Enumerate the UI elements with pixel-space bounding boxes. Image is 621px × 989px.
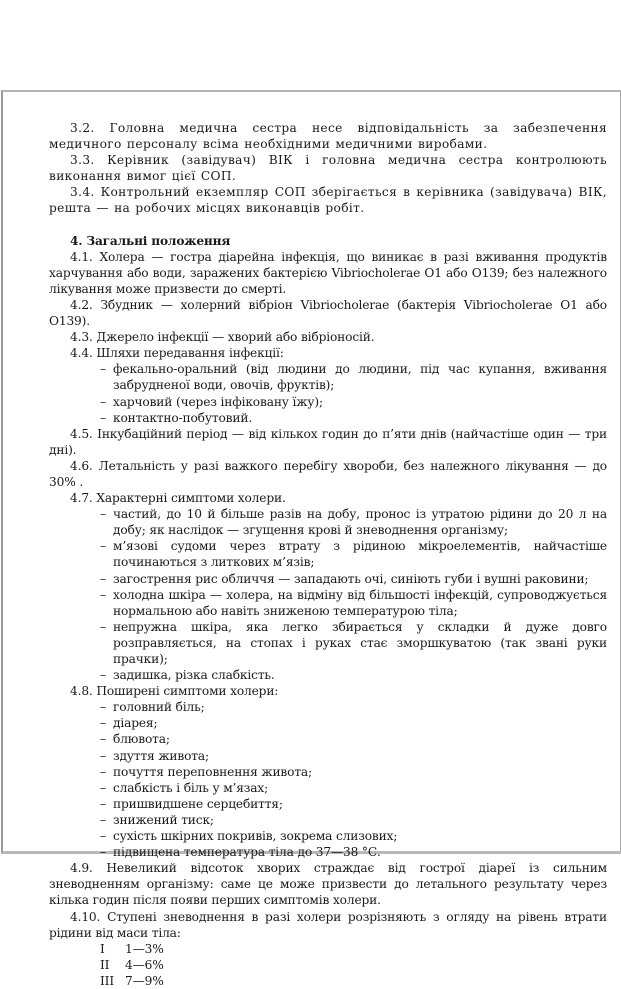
degree-label: II (100, 957, 110, 972)
list-item: – фекально-оральний (від людини до людини, під час купання, вживання забрудненої води, овочів, фруктів); (100, 362, 607, 393)
degree-range: 1—3% (125, 941, 164, 956)
paragraph-text: Головна медична сестра несе відповідальність за забезпечення медичного персоналу всіма необхідними медичними виробами. (49, 121, 607, 152)
list-item: – почуття переповнення живота; (100, 764, 313, 779)
transmission-routes-list (49, 361, 607, 425)
list-item: – задишка, різка слабкість. (100, 668, 275, 683)
paragraph-3-2 (49, 120, 607, 152)
list-item: – м’язові судоми через втрату з рідиною мікроелементів, найчастіше починаються з литкових м’язів; (100, 539, 607, 570)
common-symptoms-list (49, 699, 607, 860)
dehydration-degree-row (49, 941, 607, 957)
paragraph-4-2: 4.2. Збудник — холерний вібріон Vibriocholerae (бактерія Vibriocholerae O1 або O139). (49, 297, 607, 329)
paragraph-text: Контрольний екземпляр СОП зберігається в керівника (завідувача) ВІК, решта — на робочих місцях виконавців робіт. (49, 185, 607, 216)
list-dash: – (100, 829, 106, 844)
list-item: – холодна шкіра — холера, на відміну від більшості інфекцій, супроводжується нормальною або навіть зниженою температурою тіла; (100, 587, 607, 618)
degree-range: 7—9% (125, 973, 164, 988)
list-dash: – (100, 732, 106, 747)
list-item: – харчовий (через інфіковану їжу); (100, 394, 323, 409)
paragraph-3-3 (49, 152, 607, 184)
paragraph-4-3: 4.3. Джерело інфекції — хворий або вібріоносій. (70, 330, 375, 345)
list-item: – слабкість і біль у м’язах; (100, 780, 269, 795)
list-item: – підвищена температура тіла до 37—38 °С. (100, 845, 381, 860)
list-dash: – (100, 410, 106, 425)
list-item: – головний біль; (100, 700, 205, 715)
paragraph-4-4: 4.4. Шляхи передавання інфекції: (70, 346, 284, 361)
list-item: – загострення рис обличчя — западають очі, синіють губи і вушні раковини; (100, 571, 589, 586)
list-dash: – (100, 394, 106, 409)
list-item: – здуття живота; (100, 748, 209, 763)
list-dash: – (100, 845, 106, 860)
list-dash: – (100, 716, 106, 731)
list-dash: – (100, 507, 106, 522)
list-item: – частий, до 10 й більше разів на добу, пронос із утратою рідини до 20 л на добу; як наслідок — згущення крові й зневоднення організму; (100, 507, 607, 538)
paragraph-number: 3.3. (70, 153, 95, 168)
list-dash: – (100, 700, 106, 715)
paragraph-4-8: 4.8. Поширені симптоми холери: (70, 684, 279, 699)
list-dash: – (100, 571, 106, 586)
paragraph-number: 3.4. (70, 185, 95, 200)
list-dash: – (100, 780, 106, 795)
characteristic-symptoms-list (49, 506, 607, 683)
list-dash: – (100, 764, 106, 779)
list-item: – контактно-побутовий. (100, 410, 253, 425)
paragraph-text: Керівник (завідувач) ВІК і головна медична сестра контролюють виконання вимог цієї СОП. (49, 153, 607, 184)
dehydration-degrees-list (49, 941, 607, 989)
paragraph-number: 3.2. (70, 121, 95, 135)
paragraph-4-5: 4.5. Інкубаційний період — від кількох годин до п’яти днів (найчастіше один — три дні). (49, 426, 607, 457)
paragraph-4-7: 4.7. Характерні симптоми холери. (70, 491, 286, 506)
degree-range: 4—6% (125, 957, 164, 972)
section-gap (49, 217, 607, 233)
paragraph-4-10: 4.10. Ступені зневоднення в разі холери розрізняють з огляду на рівень втрати рідини від маси тіла: (49, 909, 607, 940)
dehydration-degree-row (49, 957, 607, 973)
paragraph-4-6: 4.6. Летальність у разі важкого перебігу хвороби, без належного лікування — до 30% . (49, 458, 607, 489)
list-dash: – (100, 812, 106, 827)
list-item: – пришвидшене серцебиття; (100, 796, 283, 811)
paragraph-4-1: 4.1. Холера — гостра діарейна інфекція, що виникає в разі вживання продуктів харчування або води, заражених бактерією Vibriocholerae O1 або O139; без належного лікування може призвести до смерті. (49, 249, 607, 296)
dehydration-degree-row (49, 973, 607, 989)
list-dash: – (100, 796, 106, 811)
list-dash: – (100, 668, 106, 683)
paragraph-3-4 (49, 184, 607, 216)
list-dash: – (100, 748, 106, 763)
list-dash: – (100, 619, 106, 634)
paragraph-4-9: 4.9. Невеликий відсоток хворих страждає від гострої діареї із сильним зневодненням організму: саме це може призвести до летального результату через кілька годин після появи перших симптомів холери. (49, 861, 607, 908)
degree-label: III (100, 973, 114, 988)
list-dash: – (100, 587, 106, 602)
list-item: – знижений тиск; (100, 812, 214, 827)
degree-label: I (100, 941, 105, 956)
list-item: – діарея; (100, 716, 158, 731)
list-item: – блювота; (100, 732, 170, 747)
section-heading: 4. Загальні положення (70, 233, 231, 248)
document-body (49, 120, 607, 989)
list-item: – сухість шкірних покривів, зокрема слизових; (100, 829, 398, 844)
list-dash: – (100, 362, 106, 377)
list-dash: – (100, 539, 106, 554)
list-item: – непружна шкіра, яка легко збирається у складки й дуже довго розправляється, на стопах і руках стає зморшкуватою (так звані руки прачки); (100, 619, 607, 666)
